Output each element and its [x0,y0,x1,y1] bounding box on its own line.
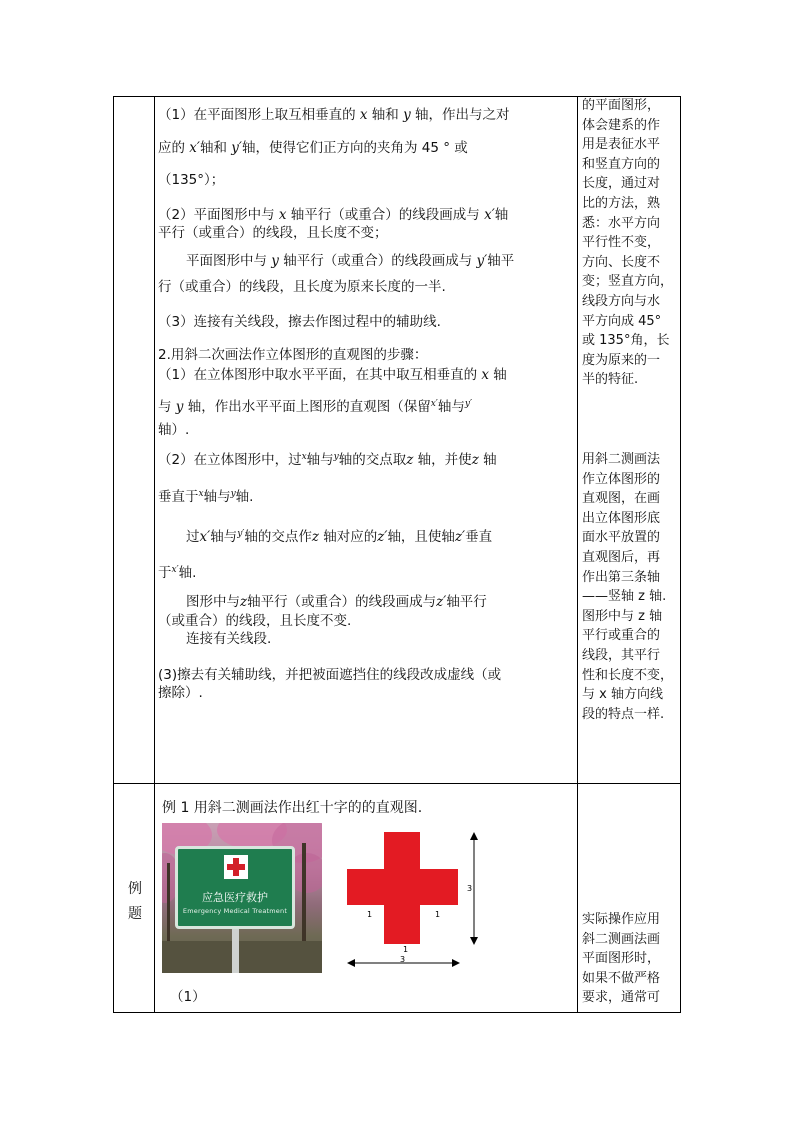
side-note-line: 体会建系的作 [582,117,661,133]
side-note-middle [582,450,679,724]
sign-post [232,929,239,973]
side-note-line: 直观图后，再 [582,549,661,565]
red-cross-sign-photo [162,823,322,973]
side-note-line: 平行或重合的 [582,628,661,644]
red-cross-diagram [340,828,490,973]
side-note-bottom [582,910,679,1008]
side-note-line: 性和长度不变， [582,667,674,683]
solid-step-2-line-2: 垂直于$^x$轴与$^y$轴. [158,489,254,505]
solid-step-2-line-6: （或重合）的线段，且长度不变. [158,613,352,629]
table-col-divider-2 [577,96,578,1013]
side-note-line: 悉：水平方向 [582,215,661,231]
row-label-char: 例 [128,881,142,897]
step-3-line: （3）连接有关线段，擦去作图过程中的辅助线. [158,314,441,330]
side-note-line: 线段，其平行 [582,647,661,663]
solid-step-3-line-2: 擦除）. [158,685,203,701]
side-note-line: 比的方法，熟 [582,195,661,211]
arm-left-label: 1 [367,910,373,919]
sign-english-text: Emergency Medical Treatment [182,907,288,915]
side-note-line: 面水平放置的 [582,530,661,546]
side-note-line: 实际操作应用 [582,912,661,927]
side-note-line: 与 x 轴方向线 [582,687,663,703]
side-note-line: 用斜二测画法 [582,452,661,467]
arrow-down-icon [470,937,478,945]
step-2-line-4: 行（或重合）的线段，且长度为原来长度的一半. [158,279,446,295]
side-note-line: 变；竖直方向， [582,274,674,290]
arrow-up-icon [470,832,478,840]
solid-step-1-line-3: 轴）. [158,422,190,438]
step-2-line-2: 平行（或重合）的线段，且长度不变； [158,225,388,241]
step-1-line-2: 应的 x′轴和 y′轴，使得它们正方向的夹角为 45 ° 或 [158,140,468,156]
table-col-divider-1 [154,96,155,1013]
side-note-line: 平面图形时， [582,951,661,967]
sign-board [175,846,295,929]
side-note-line: 方向、长度不 [582,254,661,270]
side-note-line: 线段方向与水 [582,293,661,309]
section-2-heading: 2.用斜二次画法作立体图形的直观图的步骤： [158,347,428,363]
solid-step-2-line-5: 图形中与z轴平行（或重合）的线段画成与z′轴平行 [186,594,487,610]
side-note-line: 半的特征. [582,372,639,388]
sign-cross-icon [224,855,248,879]
side-note-line: 平方向成 45° [582,313,662,329]
table-row-divider [113,783,681,784]
width-dimension-label: 3 [400,955,406,964]
side-note-line: 要求，通常可 [582,990,661,1006]
arm-bottom-label: 1 [403,945,409,954]
step-1-line-3: （135°）； [158,172,225,188]
side-note-line: 度为原来的一 [582,352,661,368]
step-1-line-1: （1）在平面图形上取互相垂直的 x 轴和 y 轴，作出与之对 [158,107,510,123]
solid-step-2-line-1: （2）在立体图形中，过$^x$轴与$^y$轴的交点取z 轴，并使z 轴 [158,452,497,468]
table-border-right [680,96,681,1013]
example-title: 例 1 用斜二测画法作出红十字的的直观图. [162,800,423,816]
sign-chinese-text: 应急医疗救护 [202,891,268,904]
side-note-line: 如果不做严格 [582,970,661,986]
solid-step-1-line-1: （1）在立体图形中取水平平面，在其中取互相垂直的 x 轴 [158,367,507,383]
solid-step-2-line-3: 过x′轴与$^{y'}$轴的交点作z 轴对应的z′轴，且使轴z′垂直 [186,529,493,545]
side-note-line: 斜二测画法画 [582,931,661,947]
row-label-example [121,878,149,925]
arrow-right-icon [452,959,460,967]
table-border-bottom [113,1012,681,1013]
solid-step-3-line-1: (3)擦去有关辅助线，并把被面遮挡住的线段改成虚线（或 [158,667,502,683]
cross-horizontal-bar [347,869,458,905]
side-note-line: 长度，通过对 [582,176,661,192]
side-note-line: 和竖直方向的 [582,156,661,172]
table-border-left [113,96,114,1013]
side-note-line: 图形中与 z 轴 [582,608,663,624]
side-note-line: 或 135°角，长 [582,333,670,349]
side-note-line: 出立体图形底 [582,510,661,526]
solid-step-2-line-7: 连接有关线段. [186,631,272,647]
side-note-line: 用是表征水平 [582,137,661,153]
side-note-line: 直观图，在画 [582,491,661,507]
step-2-line-1: （2）平面图形中与 x 轴平行（或重合）的线段画成与 x′轴 [158,207,509,223]
side-note-line: 作出第三条轴 [582,569,661,585]
solid-step-2-line-4: 于$^{x'}$轴. [158,565,197,581]
height-dimension-label: 3 [467,884,473,893]
side-note-top [582,96,679,390]
side-note-line: 的平面图形， [582,98,661,113]
main-content [158,98,576,702]
side-note-line: ——竖轴 z 轴. [582,589,667,605]
side-note-line: 平行性不变， [582,235,661,251]
step-2-line-3: 平面图形中与 y 轴平行（或重合）的线段画成与 y′轴平 [186,253,515,269]
side-note-line: 作立体图形的 [582,471,661,487]
figure-label: （1） [170,989,206,1005]
side-note-line: 段的特点一样. [582,706,665,722]
solid-step-1-line-2: 与 y 轴，作出水平平面上图形的直观图（保留$^{x'}$轴与$^{y'}$ [158,399,472,415]
arm-right-label: 1 [435,910,441,919]
arrow-left-icon [347,959,355,967]
row-label-char: 题 [128,906,142,922]
